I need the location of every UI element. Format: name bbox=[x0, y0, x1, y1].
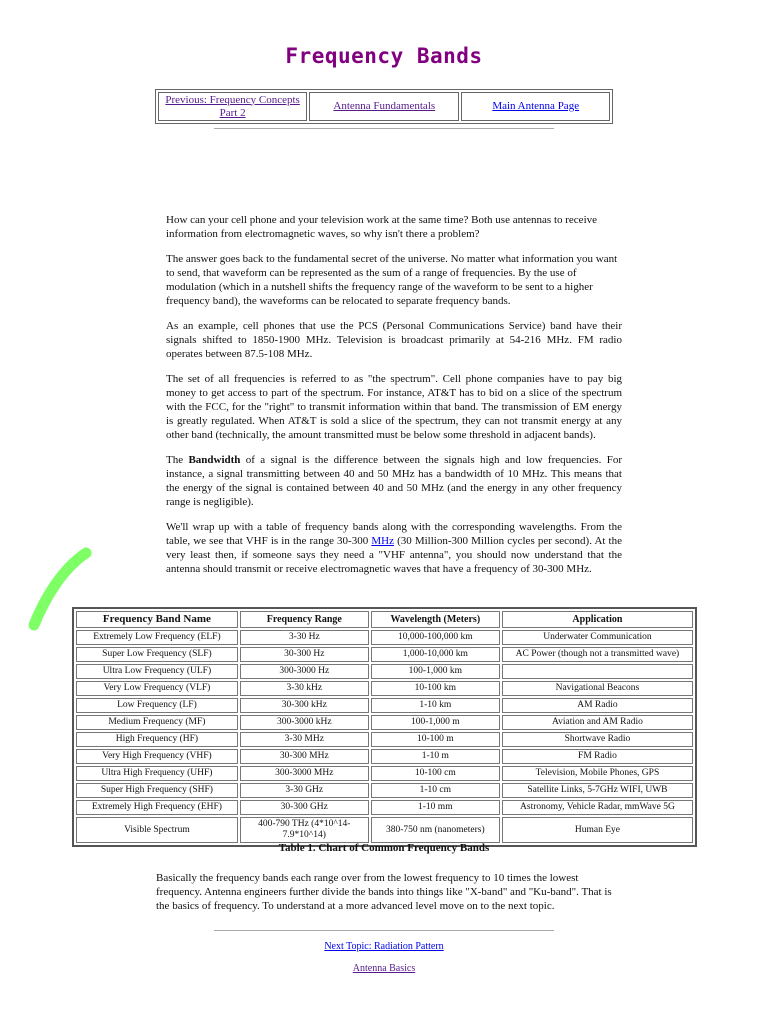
frequency-range-cell: 3-30 kHz bbox=[240, 681, 369, 696]
table-row bbox=[76, 630, 693, 645]
frequency-range-cell: 3-30 Hz bbox=[240, 630, 369, 645]
frequency-range-cell: 300-3000 MHz bbox=[240, 766, 369, 781]
frequency-range-cell: 3-30 MHz bbox=[240, 732, 369, 747]
column-header: Frequency Range bbox=[240, 611, 369, 628]
wavelength-cell: 10-100 km bbox=[371, 681, 500, 696]
text: of a signal is the difference between the signals high and low frequencies. For instance, a signal transmitting between 40 and 50 MHz has a bandwidth of 10 MHz. This means that the energy of the signal is contained between 40 and 50 MHz (and the energy in any other frequency range is negligible). bbox=[166, 454, 622, 508]
application-cell: Shortwave Radio bbox=[502, 732, 693, 747]
table-caption: Table 1. Chart of Common Frequency Bands bbox=[278, 842, 490, 854]
wavelength-cell: 100-1,000 km bbox=[371, 664, 500, 679]
prev-topic-link[interactable]: Previous: Frequency Concepts Part 2 bbox=[165, 93, 300, 119]
next-topic-link[interactable]: Next Topic: Radiation Pattern bbox=[324, 941, 444, 952]
application-cell: Television, Mobile Phones, GPS bbox=[502, 766, 693, 781]
table-row bbox=[76, 647, 693, 662]
table-header-row bbox=[76, 611, 693, 628]
band-name-cell: Very High Frequency (VHF) bbox=[76, 749, 238, 764]
wavelength-cell: 380-750 nm (nanometers) bbox=[371, 817, 500, 843]
application-cell: Navigational Beacons bbox=[502, 681, 693, 696]
wavelength-cell: 1,000-10,000 km bbox=[371, 647, 500, 662]
band-name-cell: Low Frequency (LF) bbox=[76, 698, 238, 713]
table-body bbox=[76, 630, 693, 843]
article-body bbox=[166, 213, 622, 587]
text: We'll wrap up with a table of frequency bands along with the corresponding wavelengths. From the table, we see that VHF is in the range 30-300 bbox=[166, 521, 622, 547]
wavelength-cell: 1-10 mm bbox=[371, 800, 500, 815]
nav-table bbox=[155, 89, 613, 124]
frequency-range-cell: 30-300 kHz bbox=[240, 698, 369, 713]
frequency-range-cell: 300-3000 kHz bbox=[240, 715, 369, 730]
text: (30 Million-300 Million cycles per second). At the very least then, if someone says they need a "VHF antenna", you should now understand that the antenna should transmit or receive electromagnetic waves that have a frequency of 30-300 MHz. bbox=[166, 535, 622, 575]
band-name-cell: Extremely High Frequency (EHF) bbox=[76, 800, 238, 815]
bandwidth-term: Bandwidth bbox=[188, 454, 241, 466]
antenna-basics-link[interactable]: Antenna Basics bbox=[352, 963, 416, 974]
column-header: Frequency Band Name bbox=[76, 611, 238, 628]
frequency-range-cell: 400-790 THz (4*10^14-7.9*10^14) bbox=[240, 817, 369, 843]
table-row bbox=[76, 664, 693, 679]
application-cell bbox=[502, 664, 693, 679]
band-name-cell: Ultra Low Frequency (ULF) bbox=[76, 664, 238, 679]
wavelength-cell: 1-10 km bbox=[371, 698, 500, 713]
table-row bbox=[76, 732, 693, 747]
table-row bbox=[76, 749, 693, 764]
wavelength-cell: 10-100 m bbox=[371, 732, 500, 747]
band-name-cell: Extremely Low Frequency (ELF) bbox=[76, 630, 238, 645]
bottom-divider bbox=[214, 930, 554, 931]
table-row bbox=[76, 681, 693, 696]
frequency-range-cell: 30-300 Hz bbox=[240, 647, 369, 662]
text: The bbox=[166, 454, 189, 466]
application-cell: FM Radio bbox=[502, 749, 693, 764]
band-name-cell: Very Low Frequency (VLF) bbox=[76, 681, 238, 696]
column-header: Application bbox=[502, 611, 693, 628]
mhz-link[interactable]: MHz bbox=[371, 535, 394, 547]
antenna-fundamentals-link[interactable]: Antenna Fundamentals bbox=[333, 100, 436, 112]
nav-cell-prev bbox=[158, 92, 307, 121]
nav-cell-fundamentals bbox=[309, 92, 459, 121]
column-header: Wavelength (Meters) bbox=[371, 611, 500, 628]
wavelength-cell: 1-10 cm bbox=[371, 783, 500, 798]
application-cell: Aviation and AM Radio bbox=[502, 715, 693, 730]
closing-paragraph: Basically the frequency bands each range over from the lowest frequency to 10 times the lowest frequency. Antenna engineers further divide the bands into things like "X-band" and "Ku-band". That is the basics of frequency. To understand at a more advanced level move on to the next topic. bbox=[156, 872, 612, 912]
table-row bbox=[76, 783, 693, 798]
nav-cell-main bbox=[461, 92, 610, 121]
main-antenna-page-link[interactable]: Main Antenna Page bbox=[492, 100, 580, 112]
frequency-range-cell: 3-30 GHz bbox=[240, 783, 369, 798]
band-name-cell: Medium Frequency (MF) bbox=[76, 715, 238, 730]
paragraph: The answer goes back to the fundamental secret of the universe. No matter what information you want to send, that waveform can be represented as the sum of a range of frequencies. By the use of modulation (which in a nutshell shifts the frequency range of the waveform to be sent to a higher frequency band), the waveforms can be relocated to separate frequency bands. bbox=[166, 253, 618, 307]
band-name-cell: Super Low Frequency (SLF) bbox=[76, 647, 238, 662]
paragraph-bandwidth bbox=[166, 453, 622, 509]
table-row bbox=[76, 698, 693, 713]
application-cell: Underwater Communication bbox=[502, 630, 693, 645]
table-row bbox=[76, 715, 693, 730]
footer-basics bbox=[0, 963, 768, 974]
paragraph: The set of all frequencies is referred to as "the spectrum". Cell phone companies have to pay big money to get access to part of the spectrum. For instance, AT&T has to bid on a slice of the spectrum with the FCC, for the "right" to transmit information within that band. The transmission of EM energy is greatly regulated. When AT&T is sold a slice of the spectrum, they can not transmit energy at any other band (technically, the amount transmitted must be below some threshold in adjacent bands). bbox=[166, 373, 622, 441]
wavelength-cell: 1-10 m bbox=[371, 749, 500, 764]
paragraph-vhf bbox=[166, 520, 622, 576]
frequency-range-cell: 30-300 MHz bbox=[240, 749, 369, 764]
application-cell: Astronomy, Vehicle Radar, mmWave 5G bbox=[502, 800, 693, 815]
band-name-cell: Super High Frequency (SHF) bbox=[76, 783, 238, 798]
footer-next bbox=[0, 941, 768, 952]
top-divider bbox=[214, 128, 554, 129]
frequency-bands-table bbox=[72, 607, 697, 847]
band-name-cell: Ultra High Frequency (UHF) bbox=[76, 766, 238, 781]
application-cell: Human Eye bbox=[502, 817, 693, 843]
application-cell: AC Power (though not a transmitted wave) bbox=[502, 647, 693, 662]
application-cell: AM Radio bbox=[502, 698, 693, 713]
table-row bbox=[76, 817, 693, 843]
frequency-range-cell: 30-300 GHz bbox=[240, 800, 369, 815]
paragraph: How can your cell phone and your television work at the same time? Both use antennas to receive information from electromagnetic waves, so why isn't there a problem? bbox=[166, 214, 598, 240]
band-name-cell: Visible Spectrum bbox=[76, 817, 238, 843]
table-row bbox=[76, 800, 693, 815]
frequency-range-cell: 300-3000 Hz bbox=[240, 664, 369, 679]
page-title: Frequency Bands bbox=[285, 44, 483, 68]
application-cell: Satellite Links, 5-7GHz WIFI, UWB bbox=[502, 783, 693, 798]
wavelength-cell: 10,000-100,000 km bbox=[371, 630, 500, 645]
wavelength-cell: 100-1,000 m bbox=[371, 715, 500, 730]
band-name-cell: High Frequency (HF) bbox=[76, 732, 238, 747]
wavelength-cell: 10-100 cm bbox=[371, 766, 500, 781]
paragraph: As an example, cell phones that use the PCS (Personal Communications Service) band have their signals shifted to 1850-1900 MHz. Television is broadcast primarily at 54-216 MHz. FM radio operates between 87.5-108 MHz. bbox=[166, 320, 622, 360]
table-row bbox=[76, 766, 693, 781]
